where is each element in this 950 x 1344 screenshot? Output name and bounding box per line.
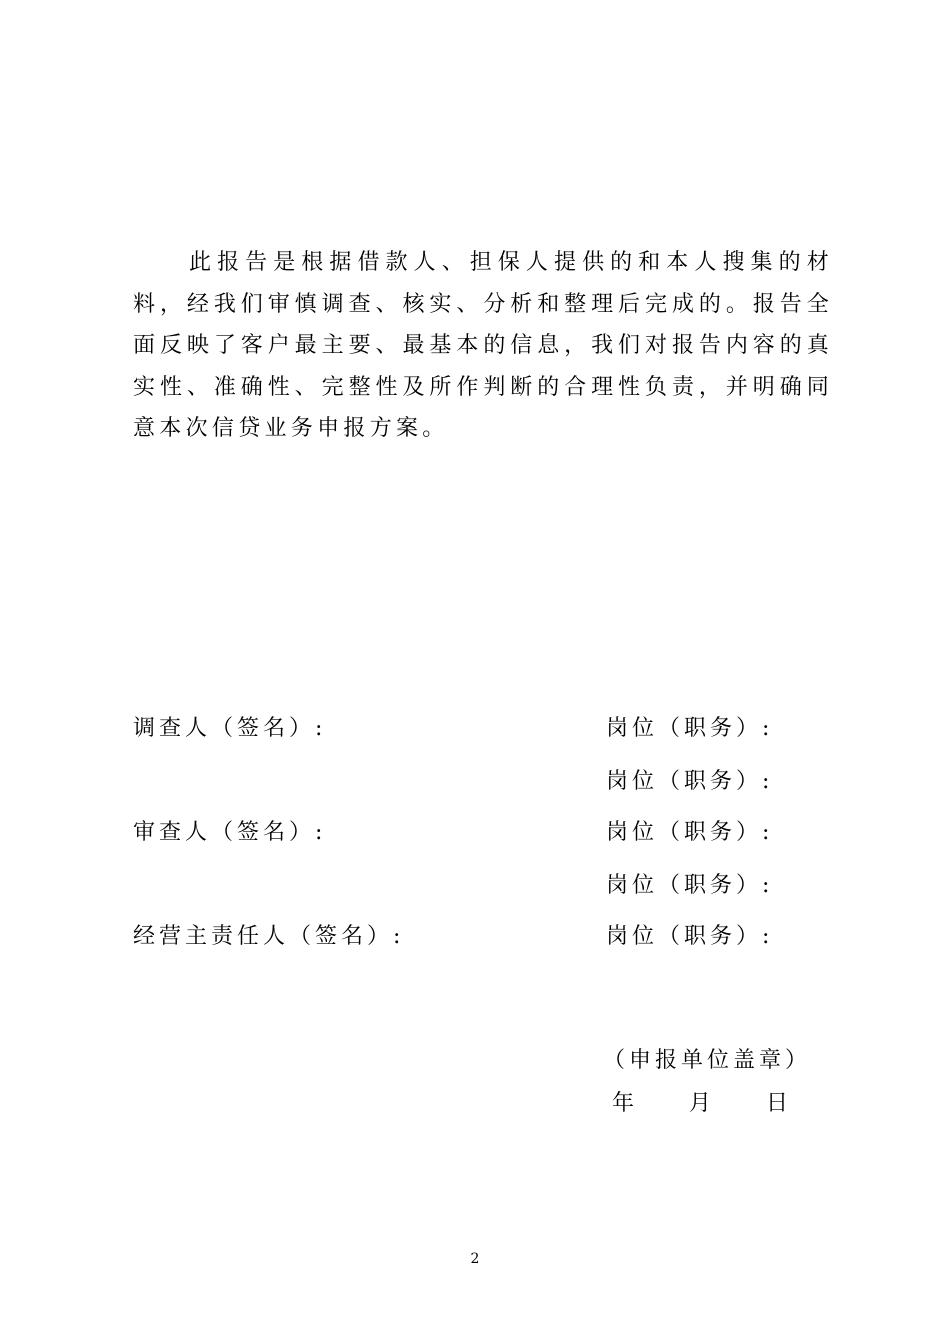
date-line — [612, 1089, 792, 1119]
manager-position-label: 岗位（职务）: — [606, 924, 774, 949]
reviewer-signature-label: 审查人（签名）: — [133, 820, 327, 845]
date-day: 日 — [766, 1091, 789, 1116]
investigator-position-label: 岗位（职务）: — [606, 716, 774, 741]
page-number: 2 — [470, 1251, 480, 1267]
investigator-signature-label: 调查人（签名）: — [133, 716, 327, 741]
date-year: 年 — [612, 1091, 635, 1116]
investigator-position-label-2: 岗位（职务）: — [606, 769, 774, 794]
reviewer-position-label: 岗位（职务）: — [606, 820, 774, 845]
date-month: 月 — [689, 1091, 712, 1116]
declaration-paragraph: 此报告是根据借款人、担保人提供的和本人搜集的材料，经我们审慎调查、核实、分析和整理后完成的。报告全面反映了客户最主要、最基本的信息，我们对报告内容的真实性、准确性、完整性及所作判断的合理性负责，并明确同意本次信贷业务申报方案。 — [133, 250, 833, 441]
manager-signature-label: 经营主责任人（签名）: — [133, 924, 405, 949]
reviewer-position-label-2: 岗位（职务）: — [606, 873, 774, 898]
seal-note: （申报单位盖章） — [603, 1048, 812, 1073]
